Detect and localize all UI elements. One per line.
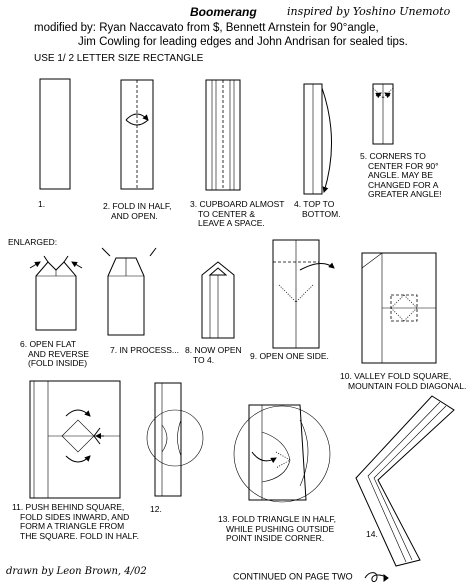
- step-6-caption-line: 6. OPEN FLAT: [20, 339, 77, 349]
- step-4-top-to-bottom: [304, 84, 332, 194]
- continued-text: CONTINUED ON PAGE TWO: [233, 571, 353, 582]
- step-10-square-diagonal: [362, 253, 436, 363]
- step-12-caption-line: 12.: [150, 504, 162, 514]
- step-13-caption-line: POINT INSIDE CORNER.: [226, 533, 325, 544]
- step-3-caption-line: TO CENTER &: [198, 208, 255, 219]
- step-2-caption-line: AND OPEN.: [111, 210, 158, 221]
- step-7-in-process: [102, 248, 156, 335]
- step-8-caption-line: TO 4.: [193, 354, 215, 365]
- step-11-caption-line: 11. PUSH BEHIND SQUARE,: [12, 502, 125, 512]
- step-10-caption-line: MOUNTAIN FOLD DIAGONAL.: [348, 380, 467, 391]
- step-9-open-side: [273, 240, 334, 348]
- step-6-caption-line: AND REVERSE: [28, 348, 89, 359]
- step-4-caption-line: 4. TOP TO: [294, 199, 335, 209]
- step-5-caption-line: ANGLE. MAY BE: [368, 170, 433, 181]
- step-14-boomerang: [356, 396, 454, 566]
- step-9-caption-line: 9. OPEN ONE SIDE.: [250, 351, 329, 361]
- step-4-caption-line: BOTTOM.: [302, 208, 341, 219]
- credit-line-2: Jim Cowling for leading edges and John Andrisan for sealed tips.: [78, 36, 408, 48]
- step-8-caption-line: 8. NOW OPEN: [185, 345, 242, 355]
- step-5-caption-line: 5. CORNERS TO: [360, 151, 426, 161]
- drawn-by-credit: drawn by Leon Brown, 4/02: [6, 566, 147, 577]
- step-7-caption-line: 7. IN PROCESS...: [110, 345, 179, 355]
- step-11-caption-line: FOLD SIDES INWARD, AND: [20, 511, 130, 522]
- step-2-caption-line: 2. FOLD IN HALF,: [103, 201, 172, 211]
- step-11-push-square: [30, 381, 120, 498]
- step-5-caption-line: CHANGED FOR A: [368, 179, 439, 190]
- step-10-caption-line: 10. VALLEY FOLD SQUARE,: [340, 371, 452, 381]
- step-13-caption-line: 13. FOLD TRIANGLE IN HALF,: [218, 514, 336, 524]
- step-5-caption-line: GREATER ANGLE!: [368, 189, 442, 200]
- step-11-caption-line: FORM A TRIANGLE FROM: [20, 521, 125, 532]
- step-1-rectangle: [40, 79, 70, 189]
- step-3-cupboard: [206, 80, 240, 190]
- step-2-fold-half: [121, 80, 153, 189]
- step-5-caption-line: CENTER FOR 90°: [368, 160, 439, 171]
- enlarged-label: ENLARGED:: [8, 237, 58, 247]
- step-1-caption-line: 1.: [38, 199, 46, 209]
- credit-line-1: modified by: Ryan Naccavato from $, Bennett Arnstein for 90°angle,: [34, 22, 379, 34]
- step-3-caption-line: 3. CUPBOARD ALMOST: [190, 199, 285, 209]
- step-14-caption-line: 14.: [366, 529, 378, 539]
- step-13-caption-line: WHILE PUSHING OUTSIDE: [226, 523, 335, 534]
- step-6-caption-line: (FOLD INSIDE): [28, 358, 88, 369]
- step-8-open-to-4: [202, 262, 234, 338]
- step-3-caption-line: LEAVE A SPACE.: [198, 218, 265, 229]
- step-6-reverse-fold: [30, 256, 82, 330]
- step-5-corners: [373, 84, 393, 144]
- inspired-by-note: inspired by Yoshino Unemoto: [287, 5, 451, 18]
- step-11-caption-line: THE SQUARE. FOLD IN HALF.: [20, 530, 140, 541]
- diagram-title: Boomerang: [190, 5, 257, 19]
- paper-size-note: USE 1/ 2 LETTER SIZE RECTANGLE: [34, 53, 204, 64]
- step-12-detail: [147, 383, 203, 496]
- step-13-triangle-fold: [234, 405, 330, 502]
